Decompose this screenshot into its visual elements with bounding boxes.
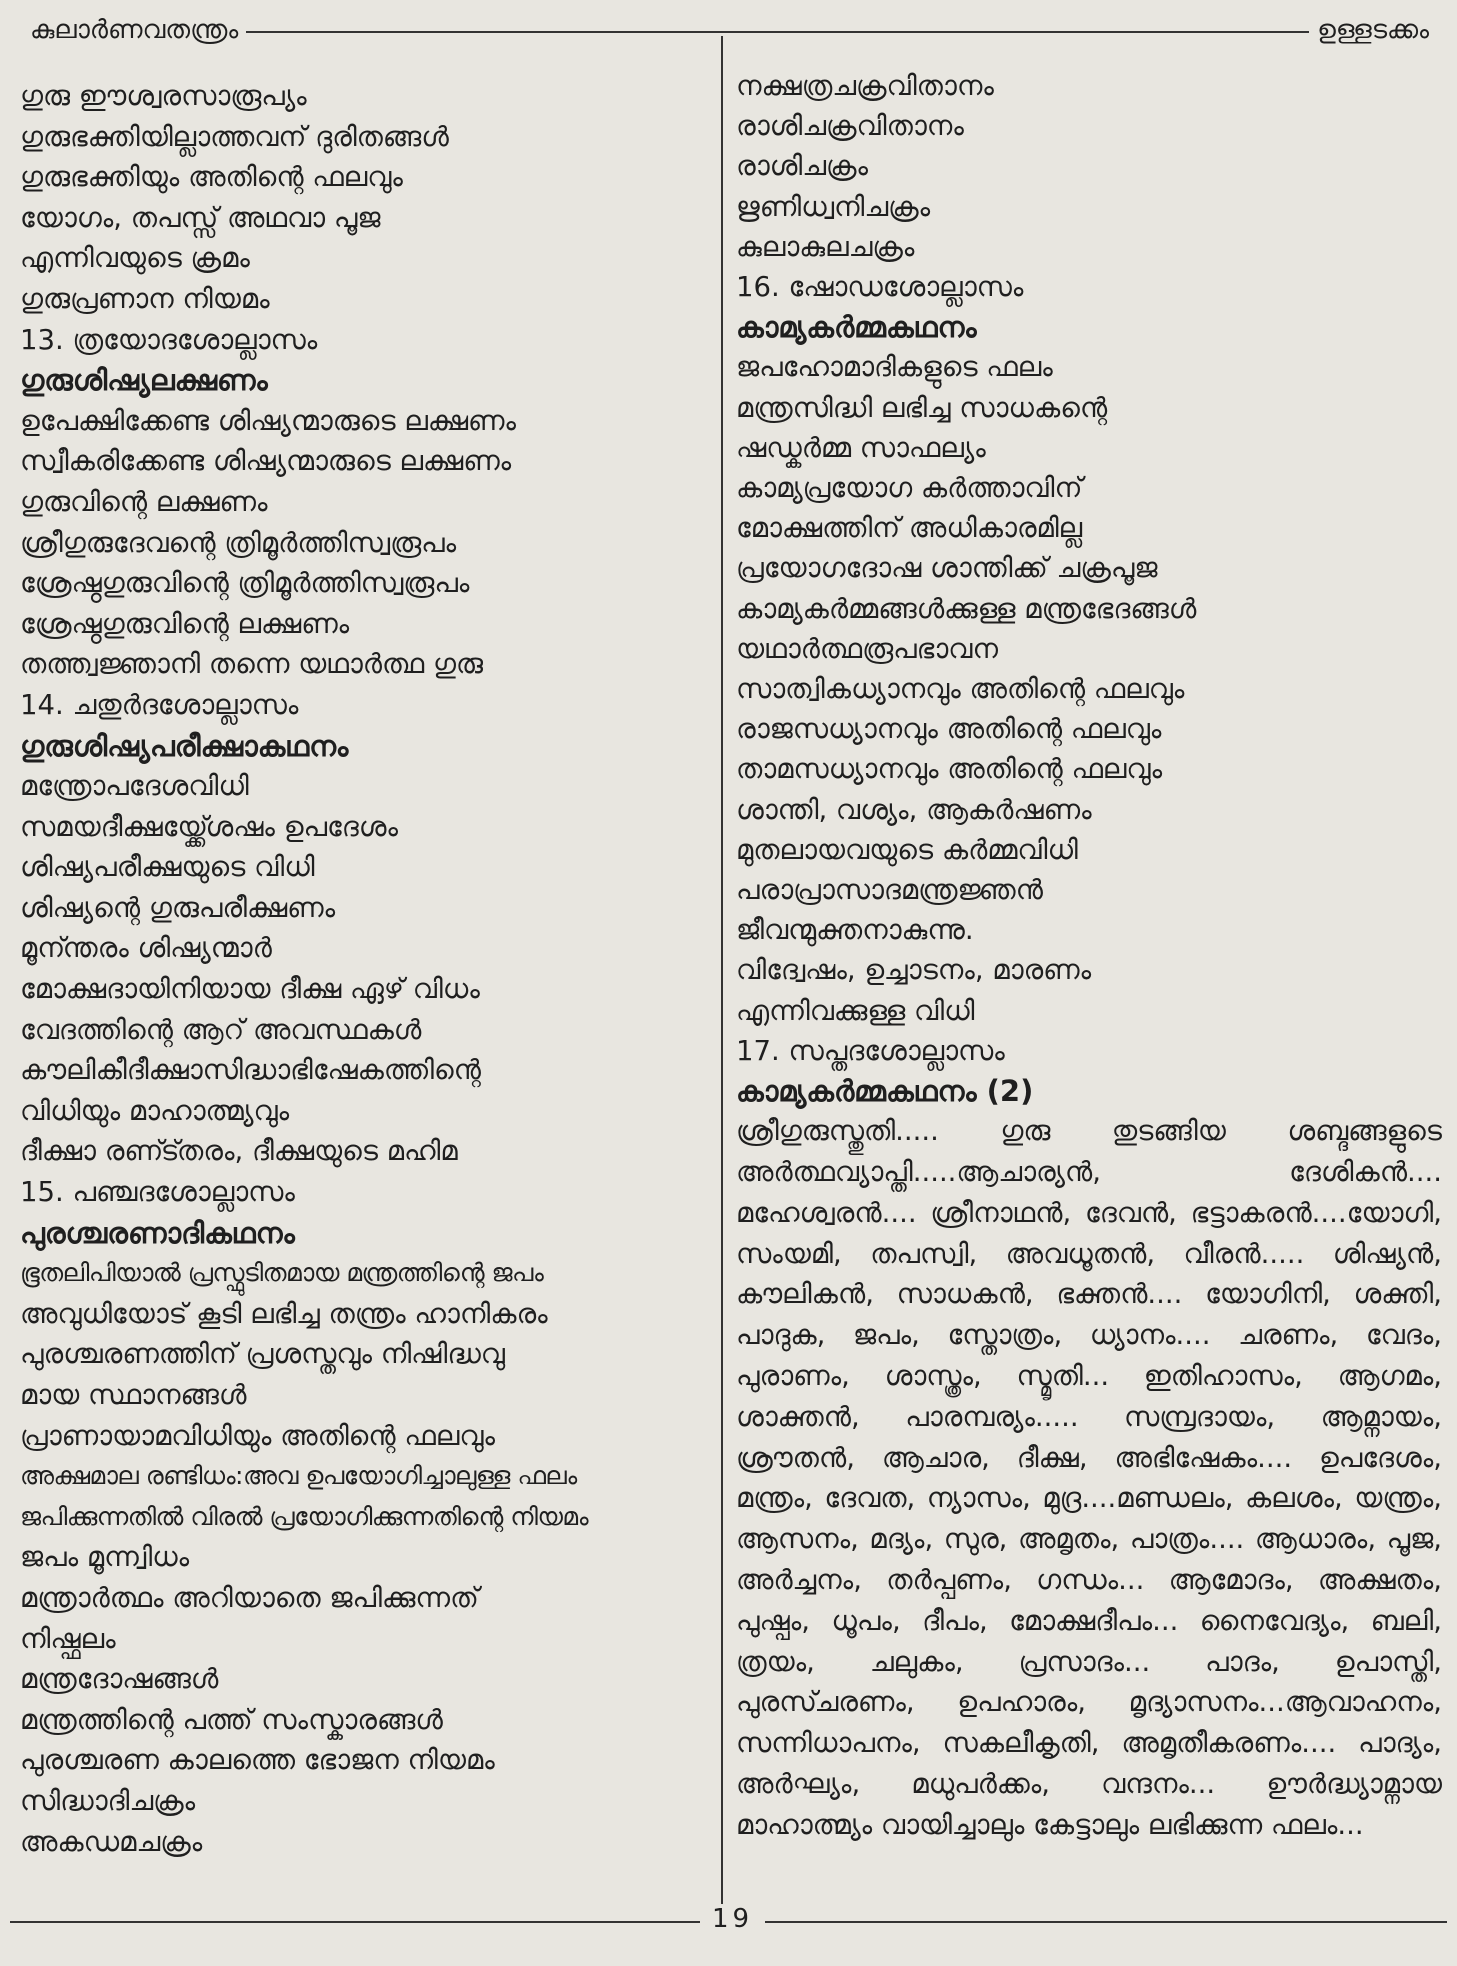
page-footer	[10, 1904, 1447, 1948]
toc-entry: പ്രാണായാമവിധിയും അതിന്റെ ഫലവും	[20, 1419, 495, 1452]
toc-entry: മോക്ഷദായിനിയായ ദീക്ഷ ഏഴ് വിധം	[20, 973, 480, 1006]
toc-entry: ഗുരുവിന്റെ ലക്ഷണം	[20, 485, 268, 518]
toc-entry: 15. പഞ്ചദശോല്ലാസം	[20, 1176, 295, 1209]
toc-entry: സമയദീക്ഷയ്ക്ക്ശേഷം ഉപദേശം	[20, 810, 398, 843]
toc-entry: ഭൂതലിപിയാൽ പ്രസ്ഫുടിതമായ മന്ത്രത്തിന്റെ ജപം	[20, 1258, 544, 1288]
toc-entry: നക്ഷത്രചക്രവിതാനം	[736, 70, 994, 102]
toc-left-column	[20, 76, 712, 1862]
toc-entry: കാമ്യപ്രയോഗ കർത്താവിന്	[736, 472, 1083, 505]
toc-entry: കാമ്യകർമ്മങ്ങൾക്കുള്ള മന്ത്രഭേദങ്ങൾ	[736, 592, 1197, 625]
toc-entry: 16. ഷോഡശോല്ലാസം	[736, 271, 1024, 304]
toc-entry: ശ്രേഷ്ഠഗുരുവിന്റെ ത്രിമൂർത്തിസ്വരൂപം	[20, 567, 470, 600]
toc-entry: മന്ത്രോപദേശവിധി	[20, 770, 249, 803]
toc-chapter-heading: പുരശ്ചരണാദികഥനം	[20, 1215, 295, 1250]
toc-right-column	[736, 66, 1448, 1846]
toc-entry: കൗലികീദീക്ഷാസിദ്ധാഭിഷേകത്തിന്റെ	[20, 1054, 481, 1087]
toc-entry: ഗുരുഭക്തിയില്ലാത്തവന് ദുരിതങ്ങൾ	[20, 120, 449, 153]
toc-entry: അവുധിയോട് കൂടി ലഭിച്ച തന്ത്രം ഹാനികരം	[20, 1297, 548, 1330]
toc-entry: 17. സപ്തദശോല്ലാസം	[736, 1034, 1005, 1067]
toc-chapter-heading: കാമ്യകർമ്മകഥനം (2)	[736, 1074, 1034, 1109]
toc-entry: മായ സ്ഥാനങ്ങൾ	[20, 1379, 247, 1411]
toc-entry: ശിഷ്യന്റെ ഗുരുപരീക്ഷണം	[20, 891, 336, 924]
toc-entry: എന്നിവക്കുള്ള വിധി	[736, 994, 975, 1027]
toc-chapter-heading: ഗുരുശിഷ്യപരീക്ഷാകഥനം	[20, 728, 349, 763]
toc-entry: മന്ത്രസിദ്ധി ലഭിച്ച സാധകന്റെ	[736, 391, 1108, 424]
toc-entry: മന്ത്രാർത്ഥം അറിയാതെ ജപിക്കുന്നത്	[20, 1581, 479, 1614]
toc-entry: പ്രയോഗദോഷ ശാന്തിക്ക് ചക്രപൂജ	[736, 552, 1158, 585]
toc-entry: തത്ത്വജ്ഞാനി തന്നെ യഥാർത്ഥ ഗുരു	[20, 648, 484, 681]
toc-entry: ഗുരുഭക്തിയും അതിന്റെ ഫലവും	[20, 161, 403, 194]
toc-entry: മോക്ഷത്തിന് അധികാരമില്ല	[736, 512, 1083, 545]
toc-entry: ഗുരു ഈശ്വരസാരൂപ്യം	[20, 80, 307, 112]
toc-entry: 13. ത്രയോദശോല്ലാസം	[20, 323, 318, 356]
toc-entry: കുലാകുലചക്രം	[736, 230, 915, 263]
toc-entry: വിദ്വേഷം, ഉച്ചാടനം, മാരണം	[736, 954, 1092, 987]
toc-entry: രാജസധ്യാനവും അതിന്റെ ഫലവും	[736, 713, 1162, 746]
toc-entry: പരാപ്രാസാദമന്ത്രജ്ഞൻ	[736, 874, 1043, 907]
toc-entry: മന്ത്രത്തിന്റെ പത്ത് സംസ്കാരങ്ങൾ	[20, 1703, 443, 1736]
toc-entry: മൂന്ന്തരം ശിഷ്യന്മാർ	[20, 932, 272, 965]
toc-entry: 14. ചതുർദശോല്ലാസം	[20, 688, 299, 721]
running-head	[30, 12, 1429, 52]
section-title: ഉള്ളടക്കം	[1309, 12, 1429, 48]
toc-entry: ജപഹോമാദികളുടെ ഫലം	[736, 351, 1053, 384]
toc-entry: ശ്രീഗുരുദേവന്റെ ത്രിമൂർത്തിസ്വരൂപം	[20, 526, 457, 559]
toc-entry: അകഡമചക്രം	[20, 1825, 203, 1858]
toc-entry: ജീവന്മുക്തനാകുന്നു.	[736, 914, 974, 947]
toc-entry: രാശിചക്രം	[736, 150, 869, 183]
toc-entry: മുതലായവയുടെ കർമ്മവിധി	[736, 833, 1078, 866]
toc-entry: യോഗം, തപസ്സ് അഥവാ പൂജ	[20, 201, 381, 234]
chapter-summary-paragraph: ശ്രീഗുരുസ്തുതി..... ഗുരു തുടങ്ങിയ ശബ്ദങ്ങളുടെ അർത്ഥവ്യാപ്തി.....ആചാര്യൻ, ദേശികൻ.... മഹേശ്വരൻ.... ശ്രീനാഥൻ, ദേവൻ, ഭട്ടാകരൻ....യോഗി, സംയമി, തപസ്വി, അവധൂതൻ, വീരൻ..... ശിഷ്യൻ, കൗലികൻ, സാധകൻ, ഭക്തൻ.... യോഗിനി, ശക്തി, പാദുക, ജപം, സ്തോത്രം, ധ്യാനം.... ചരണം, വേദം, പുരാണം, ശാസ്ത്രം, സ്മൃതി... ഇതിഹാസം, ആഗമം, ശാക്തൻ, പാരമ്പര്യം..... സമ്പ്രദായം, ആമ്നായം, ശ്രൗതൻ, ആചാര, ദീക്ഷ, അഭിഷേകം.... ഉപദേശം, മന്ത്രം, ദേവത, ന്യാസം, മുദ്ര....മണ്ഡലം, കലശം, യന്ത്രം, ആസനം, മദ്യം, സുര, അമൃതം, പാത്രം.... ആധാരം, പൂജ, അർച്ചനം, തർപ്പണം, ഗന്ധം... ആമോദം, അക്ഷതം, പുഷ്പം, ധൂപം, ദീപം, മോക്ഷദീപം... നൈവേദ്യം, ബലി, ത്രയം, ചലുകം, പ്രസാദം... പാദം, ഉപാസ്തി, പുരസ്ചരണം, ഉപഹാരം, മൃദ്യാസനം...ആവാഹനം, സന്നിധാപനം, സകലീകൃതി, അമൃതീകരണം.... പാദ്യം, അർഘ്യം, മധുപർക്കം, വന്ദനം... ഊർദ്ധ്യാമ്നായ മാഹാത്മ്യം വായിച്ചാലും കേട്ടാലും ലഭിക്കുന്ന ഫലം...	[736, 1115, 1442, 1841]
toc-entry: ശ്രേഷ്ഠഗുരുവിന്റെ ലക്ഷണം	[20, 607, 350, 640]
toc-entry: പുരശ്ചരണത്തിന് പ്രശസ്തവും നിഷിദ്ധവു	[20, 1338, 505, 1371]
toc-entry: താമസധ്യാനവും അതിന്റെ ഫലവും	[736, 753, 1163, 786]
toc-entry: ഋണിധ്വനിചക്രം	[736, 190, 931, 223]
page-number: 19	[700, 1904, 765, 1934]
toc-entry: അക്ഷമാല രണ്ടിധം:അവ ഉപയോഗിച്ചാലുള്ള ഫലം	[20, 1461, 577, 1491]
toc-entry: ഷഡ്കർമ്മ സാഫല്യം	[736, 431, 986, 464]
toc-entry: പുരശ്ചരണ കാലത്തെ ഭോജന നിയമം	[20, 1744, 495, 1777]
toc-chapter-heading: കാമ്യകർമ്മകഥനം	[736, 310, 977, 345]
toc-entry: വേദത്തിന്റെ ആറ് അവസ്ഥകൾ	[20, 1013, 422, 1046]
column-divider	[721, 36, 723, 1912]
toc-chapter-heading: ഗുരുശിഷ്യലക്ഷണം	[20, 363, 268, 398]
toc-entry: ജപം മൂന്ന്വിധം	[20, 1541, 190, 1574]
toc-entry: എന്നിവയുടെ ക്രമം	[20, 242, 250, 275]
toc-entry: ഗുരുപ്രണാന നിയമം	[20, 282, 270, 315]
toc-entry: വിധിയും മാഹാത്മ്യവും	[20, 1094, 290, 1127]
toc-entry: സാത്വികധ്യാനവും അതിന്റെ ഫലവും	[736, 673, 1185, 706]
toc-entry: ഉപേക്ഷിക്കേണ്ട ശിഷ്യന്മാരുടെ ലക്ഷണം	[20, 404, 517, 437]
toc-entry: സ്വീകരിക്കേണ്ട ശിഷ്യന്മാരുടെ ലക്ഷണം	[20, 445, 512, 478]
book-title: കുലാർണവതന്ത്രം	[30, 12, 246, 48]
toc-entry: മന്ത്രദോഷങ്ങൾ	[20, 1663, 219, 1696]
toc-entry: ദീക്ഷാ രണ്ട്തരം, ദീക്ഷയുടെ മഹിമ	[20, 1135, 458, 1168]
toc-entry: ശാന്തി, വശ്യം, ആകർഷണം	[736, 793, 1092, 826]
toc-entry: രാശിചക്രവിതാനം	[736, 110, 964, 143]
toc-entry: ജപിക്കുന്നതിൽ വിരൽ പ്രയോഗിക്കുന്നതിന്റെ നിയമം	[20, 1501, 589, 1531]
toc-entry: യഥാർത്ഥരൂപഭാവന	[736, 632, 998, 665]
toc-entry: സിദ്ധാദിചക്രം	[20, 1784, 196, 1817]
toc-right-list	[736, 66, 1448, 1111]
toc-entry: നിഷ്ഫലം	[20, 1622, 116, 1655]
toc-entry: ശിഷ്യപരീക്ഷയുടെ വിധി	[20, 851, 315, 884]
